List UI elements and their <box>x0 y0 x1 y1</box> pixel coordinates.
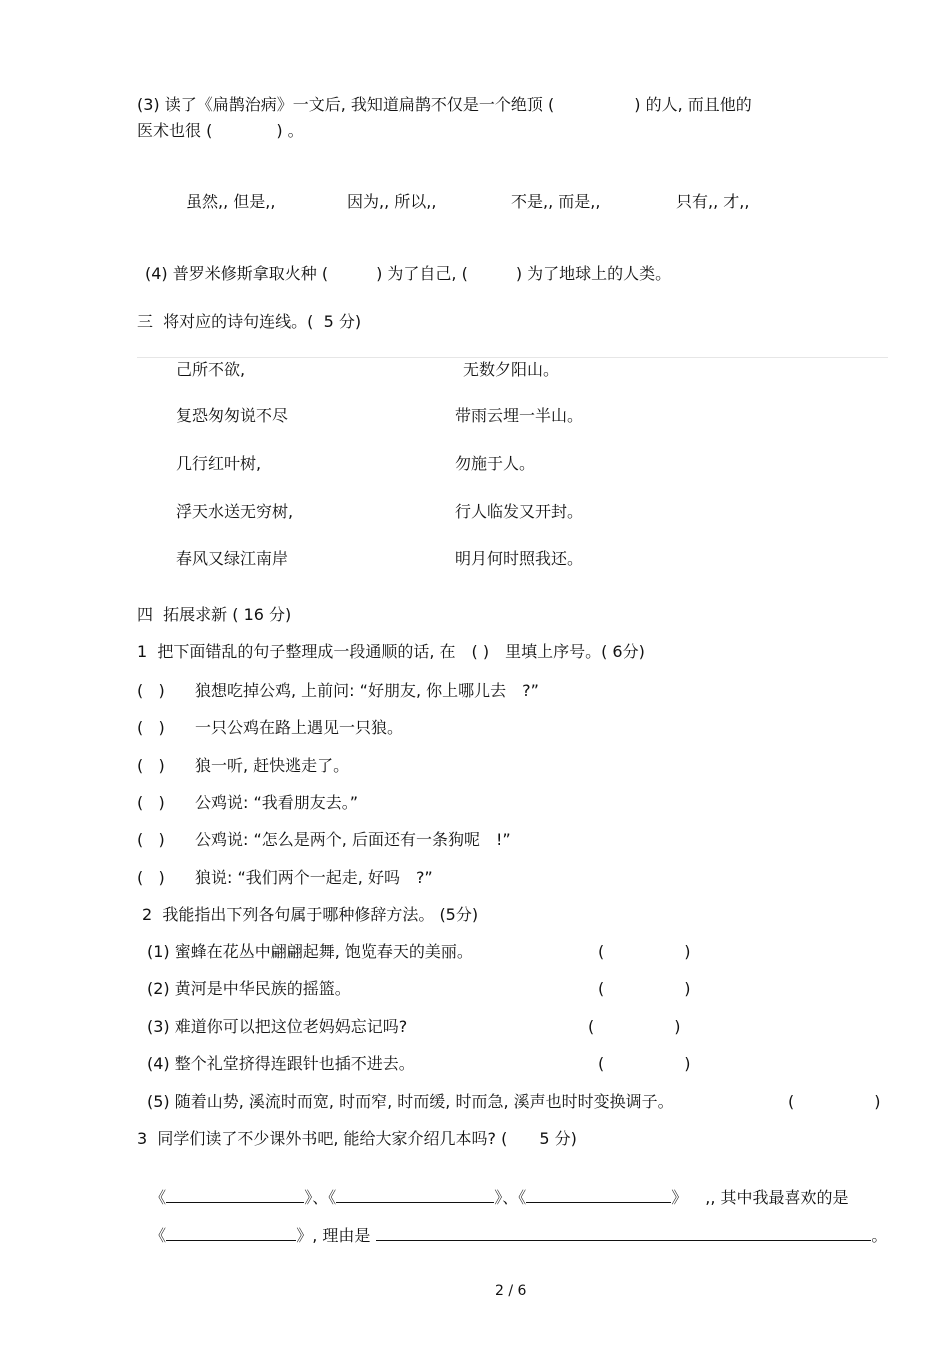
favorite-end: 。 <box>871 1226 888 1245</box>
order-text-4: 公鸡说: “我看朋友去。” <box>195 793 359 812</box>
book-close-mark: 》 <box>671 1188 688 1207</box>
poem-right-3: 勿施于人。 <box>455 454 536 473</box>
order-text-1: 狼想吃掉公鸡, 上前问: “好朋友, 你上哪儿去 ?” <box>195 681 539 700</box>
favorite-mid: 》, 理由是 <box>296 1226 371 1245</box>
favorite-book-blank[interactable] <box>166 1224 296 1241</box>
conjunction-3: 不是,, 而是,, <box>511 192 601 211</box>
q3-line2: 医术也很 ( ) 。 <box>137 121 304 140</box>
order-text-2: 一只公鸡在路上遇见一只狼。 <box>195 718 404 737</box>
book-blank-2[interactable] <box>336 1186 494 1203</box>
poem-right-5: 明月何时照我还。 <box>455 549 584 568</box>
poem-left-4: 浮天水送无穷树, <box>176 502 294 521</box>
rhetoric-paren-3: ( ) <box>588 1017 681 1036</box>
order-text-3: 狼一听, 赶快逃走了。 <box>195 756 350 775</box>
s4-q2-title: 2 我能指出下列各句属于哪种修辞方法。 (5分) <box>142 905 479 924</box>
section3-title: 三 将对应的诗句连线。( 5 分) <box>137 312 362 331</box>
poem-right-1: 无数夕阳山。 <box>463 360 560 379</box>
rhetoric-text-3: (3) 难道你可以把这位老妈妈忘记吗? <box>147 1017 408 1036</box>
s4-q3-title: 3 同学们读了不少课外书吧, 能给大家介绍几本吗? ( 5 分) <box>137 1129 577 1148</box>
book-open-mark: 《 <box>150 1188 167 1207</box>
rhetoric-paren-2: ( ) <box>598 979 691 998</box>
section3-divider <box>137 357 888 358</box>
page-number: 2 / 6 <box>495 1283 527 1299</box>
conjunction-1: 虽然,, 但是,, <box>186 192 276 211</box>
book-separator-1: 》、《 <box>304 1188 337 1207</box>
reason-blank[interactable] <box>376 1224 871 1241</box>
rhetoric-text-4: (4) 整个礼堂挤得连跟针也插不进去。 <box>147 1054 415 1073</box>
order-paren-1: ( ) <box>137 681 165 700</box>
book-blank-3[interactable] <box>526 1186 671 1203</box>
order-paren-3: ( ) <box>137 756 165 775</box>
poem-right-2: 带雨云埋一半山。 <box>455 406 584 425</box>
order-paren-6: ( ) <box>137 868 165 887</box>
poem-left-5: 春风又绿江南岸 <box>176 549 289 568</box>
order-text-5: 公鸡说: “怎么是两个, 后面还有一条狗呢 !” <box>195 830 511 849</box>
rhetoric-paren-1: ( ) <box>598 942 691 961</box>
books-tail: ,, 其中我最喜欢的是 <box>705 1188 849 1207</box>
section4-title: 四 拓展求新 ( 16 分) <box>137 605 292 624</box>
s4-q1-title: 1 把下面错乱的句子整理成一段通顺的话, 在 ( ) 里填上序号。( 6分) <box>137 642 645 661</box>
order-paren-4: ( ) <box>137 793 165 812</box>
rhetoric-text-1: (1) 蜜蜂在花丛中翩翩起舞, 饱览春天的美丽。 <box>147 942 473 961</box>
q4-line: (4) 普罗米修斯拿取火种 ( ) 为了自己, ( ) 为了地球上的人类。 <box>145 264 672 283</box>
rhetoric-paren-5: ( ) <box>788 1092 881 1111</box>
order-text-6: 狼说: “我们两个一起走, 好吗 ?” <box>195 868 433 887</box>
favorite-open-mark: 《 <box>150 1226 167 1245</box>
rhetoric-paren-4: ( ) <box>598 1054 691 1073</box>
book-blank-1[interactable] <box>166 1186 304 1203</box>
rhetoric-text-5: (5) 随着山势, 溪流时而宽, 时而窄, 时而缓, 时而急, 溪声也时时变换调子。 <box>147 1092 674 1111</box>
book-separator-2: 》、《 <box>494 1188 527 1207</box>
order-paren-5: ( ) <box>137 830 165 849</box>
poem-left-3: 几行红叶树, <box>176 454 262 473</box>
order-paren-2: ( ) <box>137 718 165 737</box>
poem-right-4: 行人临发又开封。 <box>455 502 584 521</box>
poem-left-2: 复恐匆匆说不尽 <box>176 406 289 425</box>
q3-line1: (3) 读了《扁鹊治病》一文后, 我知道扁鹊不仅是一个绝顶 ( ) 的人, 而且他的 <box>137 95 752 114</box>
favorite-line <box>140 1204 887 1246</box>
books-line <box>140 1166 849 1208</box>
poem-left-1: 己所不欲, <box>176 360 246 379</box>
rhetoric-text-2: (2) 黄河是中华民族的摇篮。 <box>147 979 351 998</box>
conjunction-2: 因为,, 所以,, <box>347 192 437 211</box>
conjunction-4: 只有,, 才,, <box>676 192 750 211</box>
